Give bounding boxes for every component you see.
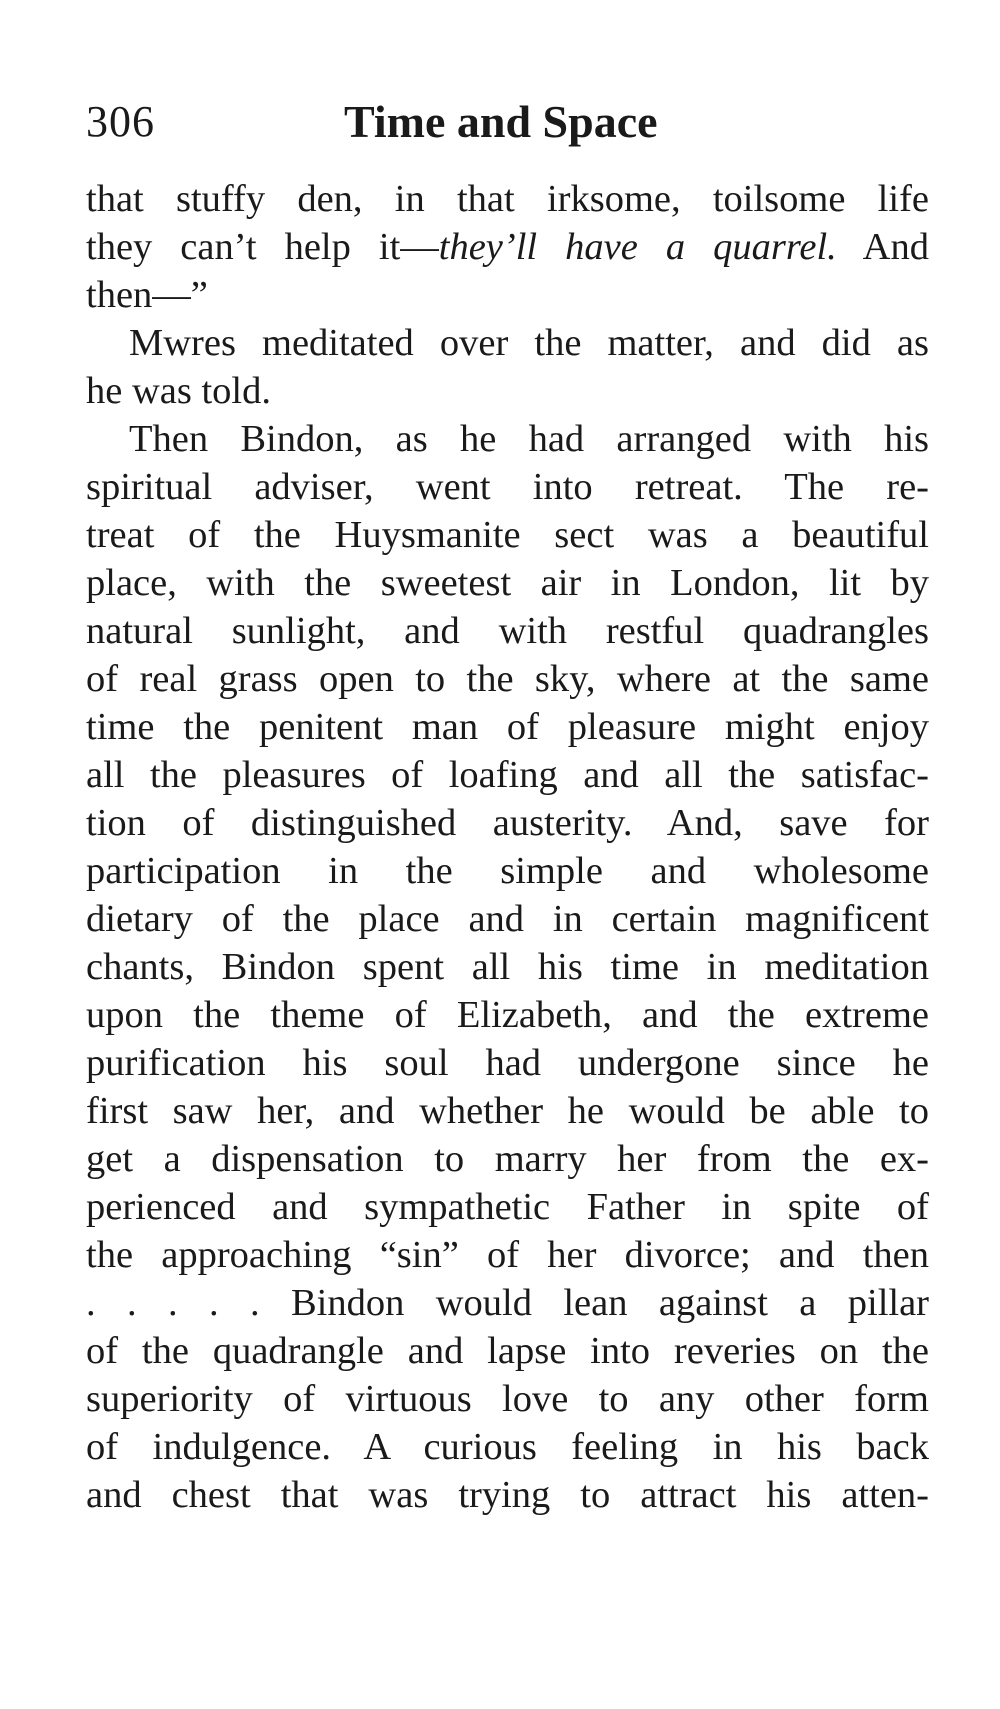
text-line: superiority of virtuous love to any other form — [86, 1378, 929, 1420]
text-line: purification his soul had undergone since he — [86, 1042, 929, 1084]
text-line: chants, Bindon spent all his time in meditation — [86, 946, 929, 988]
text-line — [86, 223, 929, 271]
paragraph-first-line: Then Bindon, as he had arranged with his — [129, 418, 929, 460]
text-line: he was told. — [86, 370, 271, 412]
text-line: time the penitent man of pleasure might enjoy — [86, 706, 929, 748]
text-line: dietary of the place and in certain magnificent — [86, 898, 929, 940]
text-line: then—” — [86, 274, 208, 316]
body-text — [86, 175, 929, 1519]
text-line: of the quadrangle and lapse into reveries on the — [86, 1330, 929, 1372]
text-line: treat of the Huysmanite sect was a beautiful — [86, 514, 929, 556]
text-run: they can’t help it— — [86, 226, 439, 268]
text-line: participation in the simple and wholesome — [86, 850, 929, 892]
page-number: 306 — [86, 97, 155, 146]
text-run: And — [836, 226, 929, 268]
text-line: spiritual adviser, went into retreat. The re- — [86, 466, 929, 508]
text-line: natural sunlight, and with restful quadrangles — [86, 610, 929, 652]
text-line: first saw her, and whether he would be able to — [86, 1090, 929, 1132]
running-title: Time and Space — [344, 96, 658, 147]
text-line: of real grass open to the sky, where at the same — [86, 658, 929, 700]
text-line: the approaching “sin” of her divorce; and then — [86, 1234, 929, 1276]
text-line: . . . . . Bindon would lean against a pillar — [86, 1282, 929, 1324]
page-header — [86, 92, 926, 152]
text-line: upon the theme of Elizabeth, and the extreme — [86, 994, 929, 1036]
paragraph-first-line: Mwres meditated over the matter, and did as — [129, 322, 929, 364]
text-line: of indulgence. A curious feeling in his back — [86, 1426, 929, 1468]
text-line: perienced and sympathetic Father in spite of — [86, 1186, 929, 1228]
text-line: tion of distinguished austerity. And, save for — [86, 802, 929, 844]
text-line: place, with the sweetest air in London, lit by — [86, 562, 929, 604]
text-line: all the pleasures of loafing and all the satisfac- — [86, 754, 929, 796]
text-line: and chest that was trying to attract his atten- — [86, 1474, 929, 1516]
text-line: get a dispensation to marry her from the ex- — [86, 1138, 929, 1180]
italic-text: they’ll have a quarrel. — [438, 226, 837, 268]
text-line: that stuffy den, in that irksome, toilsome life — [86, 178, 929, 220]
